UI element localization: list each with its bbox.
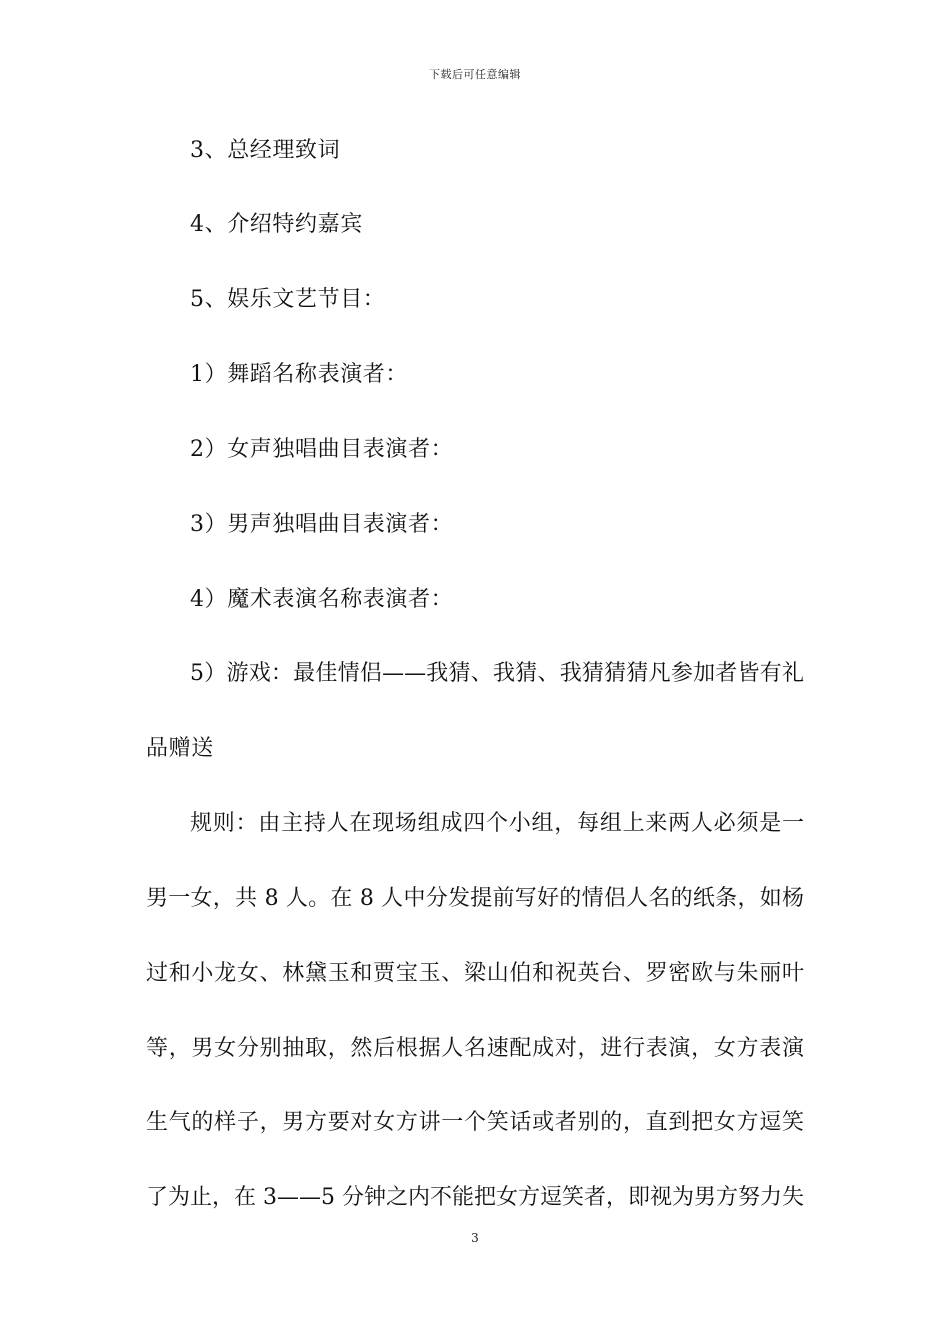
text-line: 3、总经理致词 (190, 138, 341, 163)
text-line: 男一女，共 8 人。在 8 人中分发提前写好的情侣人名的纸条，如杨 (146, 886, 804, 911)
text-line: 5、娱乐文艺节目： (190, 287, 386, 312)
text-line: 2）女声独唱曲目表演者： (190, 437, 454, 462)
text-line: 生气的样子，男方要对女方讲一个笑话或者别的，直到把女方逗笑 (146, 1110, 804, 1135)
text-line: 3）男声独唱曲目表演者： (190, 512, 454, 537)
text-line: 了为止，在 3——5 分钟之内不能把女方逗笑者，即视为男方努力失 (146, 1185, 804, 1210)
text-line: 等，男女分别抽取，然后根据人名速配成对，进行表演，女方表演 (146, 1036, 804, 1061)
text-line: 品赠送 (146, 736, 214, 761)
page-header: 下载后可任意编辑 (429, 68, 521, 81)
text-line: 1）舞蹈名称表演者： (190, 362, 408, 387)
text-line: 4、介绍特约嘉宾 (190, 212, 363, 237)
text-line: 4）魔术表演名称表演者： (190, 587, 454, 612)
text-line: 5）游戏：最佳情侣——我猜、我猜、我猜猜猜凡参加者皆有礼 (190, 661, 804, 686)
text-line: 过和小龙女、林黛玉和贾宝玉、梁山伯和祝英台、罗密欧与朱丽叶 (146, 961, 804, 986)
text-line: 规则：由主持人在现场组成四个小组，每组上来两人必须是一 (190, 811, 804, 836)
page-number: 3 (471, 1231, 479, 1245)
